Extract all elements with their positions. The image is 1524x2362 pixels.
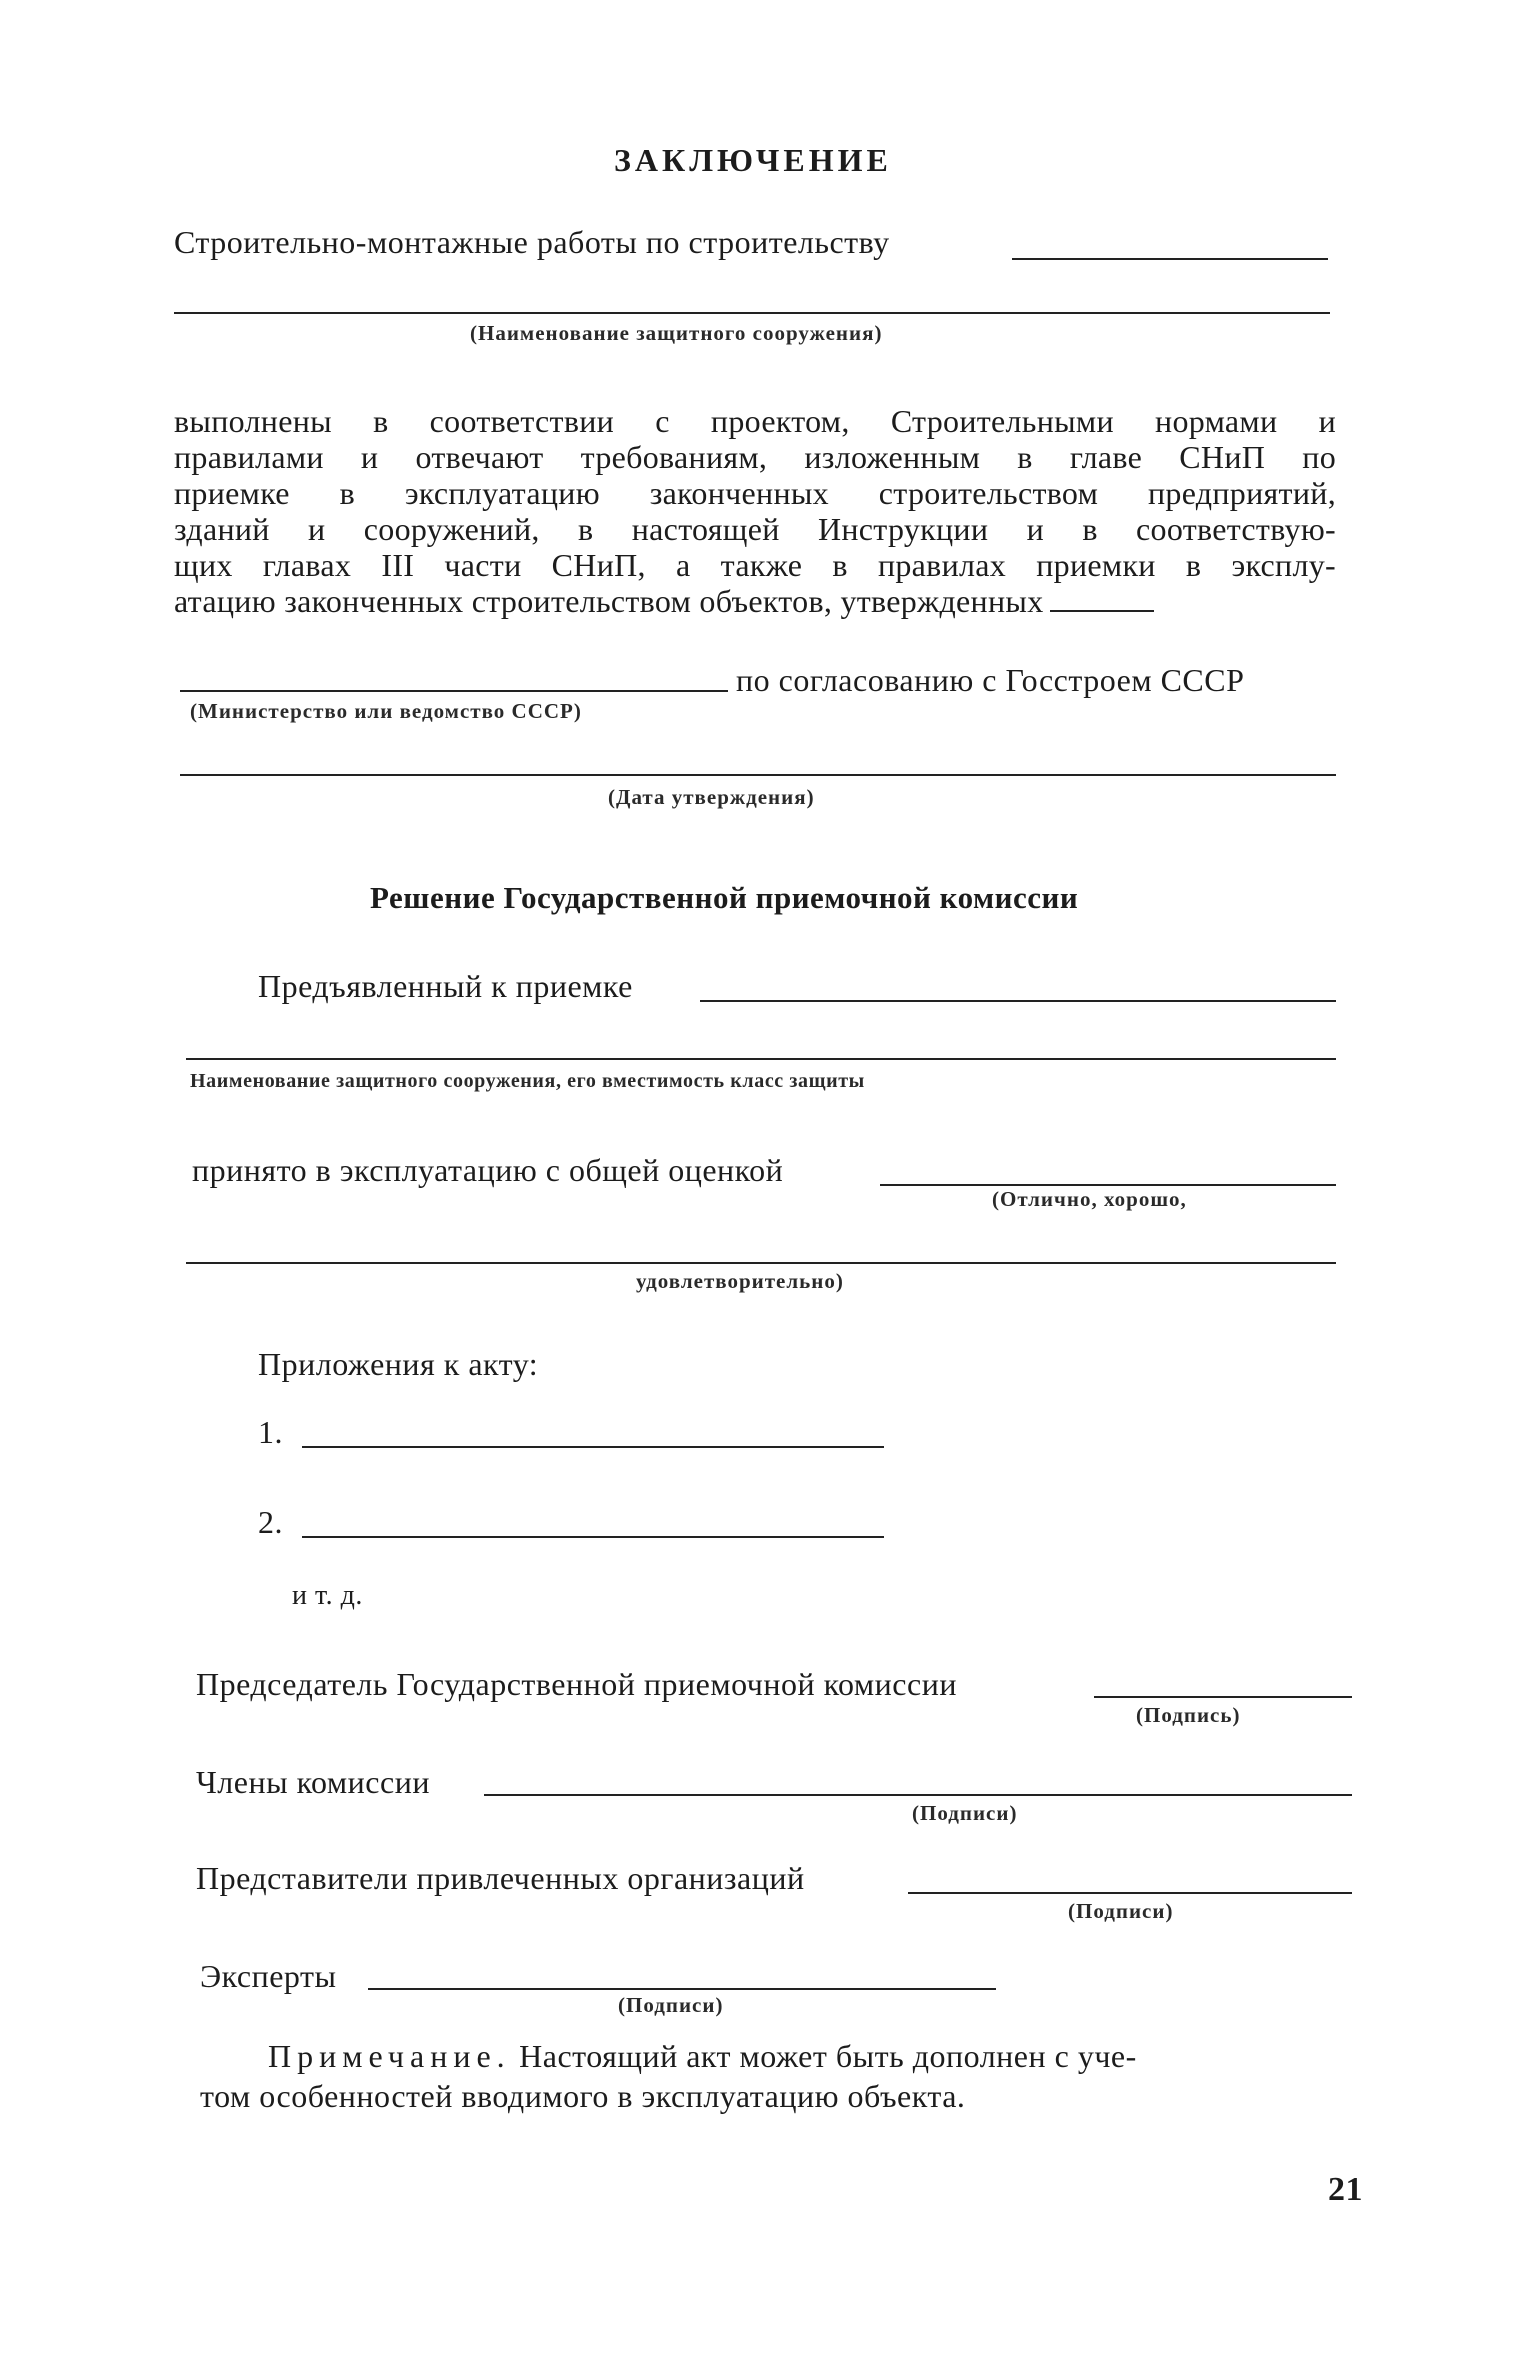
appendix-item-2-line: [302, 1536, 884, 1538]
members-label: Члены комиссии: [196, 1764, 430, 1800]
representatives-signature-line: [908, 1892, 1352, 1894]
capacity-caption: Наименование защитного сооружения, его вместимость класс защиты: [190, 1070, 865, 1092]
appendix-item-1-line: [302, 1446, 884, 1448]
paragraph-last-line: [174, 583, 1336, 619]
structure-name-field-line: [1012, 258, 1328, 260]
capacity-line: [186, 1058, 1336, 1060]
ministry-line: [180, 690, 728, 692]
note-line-1: [268, 2036, 1137, 2076]
decision-heading: Решение Государственной приемочной комиссии: [370, 880, 1079, 915]
experts-signature-caption: (Подписи): [618, 1993, 724, 2017]
structure-name-line: [174, 312, 1330, 314]
page-number: 21: [1328, 2171, 1363, 2208]
paragraph-line: зданий и сооружений, в настоящей Инструкции и в соответствую-: [174, 511, 1336, 547]
paragraph-line: приемке в эксплуатацию законченных строительством предприятий,: [174, 475, 1336, 511]
grade-caption-1: (Отлично, хорошо,: [992, 1187, 1187, 1211]
grade-line-2: [186, 1262, 1336, 1264]
chairman-signature-line: [1094, 1696, 1352, 1698]
note-line-2: том особенностей вводимого в эксплуатацию объекта.: [200, 2078, 966, 2114]
appendix-item-1-number: 1.: [258, 1414, 283, 1450]
paragraph-line: выполнены в соответствии с проектом, Строительными нормами и: [174, 403, 1336, 439]
chairman-signature-caption: (Подпись): [1136, 1703, 1241, 1727]
note-label: Примечание.: [268, 2038, 511, 2074]
experts-label: Эксперты: [200, 1958, 337, 1994]
paragraph-line: правилами и отвечают требованиям, изложенным в главе СНиП по: [174, 439, 1336, 475]
paragraph-line: щих главах III части СНиП, а также в правилах приемки в эксплу-: [174, 547, 1336, 583]
presented-text: Предъявленный к приемке: [258, 968, 633, 1004]
structure-name-caption: (Наименование защитного сооружения): [470, 321, 883, 345]
accepted-text: принято в эксплуатацию с общей оценкой: [192, 1152, 784, 1188]
approved-by-line: [1050, 610, 1154, 612]
members-signature-caption: (Подписи): [912, 1801, 1018, 1825]
presented-field-line: [700, 1000, 1336, 1002]
representatives-label: Представители привлеченных организаций: [196, 1860, 805, 1896]
date-line: [180, 774, 1336, 776]
intro-text: Строительно-монтажные работы по строительству: [174, 224, 890, 260]
members-signature-line: [484, 1794, 1352, 1796]
grade-caption-2: удовлетворительно): [636, 1269, 844, 1293]
agreement-text: по согласованию с Госстроем СССР: [736, 662, 1245, 698]
date-caption: (Дата утверждения): [608, 785, 815, 809]
ministry-caption: (Министерство или ведомство СССР): [190, 699, 582, 723]
paragraph-line: атацию законченных строительством объектов, утвержденных: [174, 583, 1044, 619]
representatives-signature-caption: (Подписи): [1068, 1899, 1174, 1923]
appendix-item-2-number: 2.: [258, 1504, 283, 1540]
etc-text: и т. д.: [292, 1580, 363, 1611]
compliance-paragraph: [174, 403, 1336, 619]
document-title: ЗАКЛЮЧЕНИЕ: [614, 142, 892, 178]
experts-signature-line: [368, 1988, 996, 1990]
note-text-1: Настоящий акт может быть дополнен с уче-: [519, 2038, 1137, 2074]
chairman-label: Председатель Государственной приемочной комиссии: [196, 1666, 957, 1702]
appendices-label: Приложения к акту:: [258, 1346, 539, 1382]
